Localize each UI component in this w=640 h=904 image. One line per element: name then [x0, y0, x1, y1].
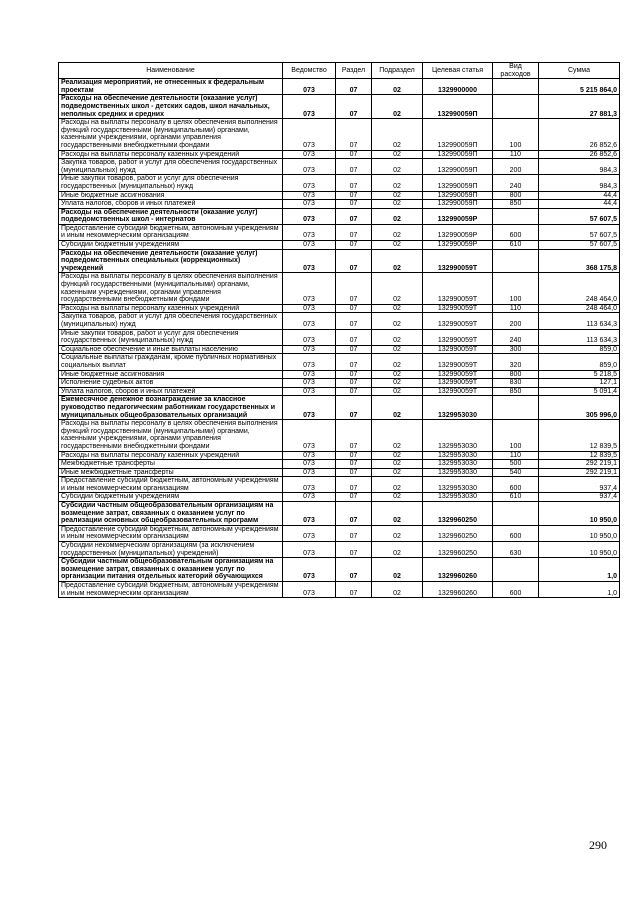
cell-target-article: 132990059Т: [423, 379, 493, 388]
cell-expense-type: 600: [493, 525, 539, 541]
cell-subsection: 02: [372, 354, 423, 370]
cell-department: 073: [283, 493, 336, 502]
cell-name: Расходы на выплаты персоналу в целях обеспечения выполнения функций государственными (муниципальными) органами, казенными учреждениями, органами управления государственными внебюджетными фондами: [59, 119, 283, 150]
cell-expense-type: [493, 95, 539, 119]
cell-amount: 12 839,5: [539, 420, 620, 451]
cell-name: Закупка товаров, работ и услуг для обеспечения государственных (муниципальных) нужд: [59, 159, 283, 175]
table-row: [59, 241, 620, 250]
cell-amount: 984,3: [539, 175, 620, 191]
cell-department: 073: [283, 329, 336, 345]
cell-name: Исполнение судебных актов: [59, 379, 283, 388]
cell-name: Расходы на выплаты персоналу казенных учреждений: [59, 451, 283, 460]
table-row: [59, 502, 620, 526]
cell-subsection: 02: [372, 370, 423, 379]
cell-target-article: 132990059П: [423, 175, 493, 191]
cell-amount: 859,0: [539, 345, 620, 354]
cell-expense-type: 830: [493, 379, 539, 388]
cell-target-article: 132990059П: [423, 119, 493, 150]
table-row: [59, 370, 620, 379]
cell-department: 073: [283, 313, 336, 329]
cell-target-article: 132990059Р: [423, 208, 493, 224]
cell-section: 07: [336, 387, 372, 396]
cell-expense-type: 630: [493, 542, 539, 558]
header-amount: Сумма: [539, 63, 620, 79]
cell-expense-type: [493, 79, 539, 95]
cell-department: 073: [283, 273, 336, 304]
cell-subsection: 02: [372, 396, 423, 420]
cell-expense-type: 100: [493, 420, 539, 451]
cell-section: 07: [336, 451, 372, 460]
cell-target-article: 1329953030: [423, 493, 493, 502]
cell-expense-type: 100: [493, 119, 539, 150]
cell-name: Расходы на выплаты персоналу в целях обеспечения выполнения функций государственными (муниципальными) органами, казенными учреждениями, органами управления государственными внебюджетными фондами: [59, 273, 283, 304]
cell-department: 073: [283, 451, 336, 460]
cell-department: 073: [283, 502, 336, 526]
cell-name: Иные бюджетные ассигнования: [59, 191, 283, 200]
cell-target-article: 1329953030: [423, 477, 493, 493]
cell-amount: 113 634,3: [539, 329, 620, 345]
cell-name: Расходы на выплаты персоналу казенных учреждений: [59, 304, 283, 313]
cell-section: 07: [336, 460, 372, 469]
cell-subsection: 02: [372, 150, 423, 159]
cell-subsection: 02: [372, 460, 423, 469]
cell-amount: 10 950,0: [539, 525, 620, 541]
cell-expense-type: 240: [493, 175, 539, 191]
cell-subsection: 02: [372, 468, 423, 477]
cell-target-article: 132990059П: [423, 159, 493, 175]
header-target-article: Целевая статья: [423, 63, 493, 79]
cell-section: 07: [336, 468, 372, 477]
cell-amount: 859,0: [539, 354, 620, 370]
cell-target-article: 1329953030: [423, 396, 493, 420]
cell-name: Ежемесячное денежное вознаграждение за классное руководство педагогическим работникам государственных и муниципальных общеобразовательных организаций: [59, 396, 283, 420]
cell-amount: 10 950,0: [539, 542, 620, 558]
cell-name: Иные бюджетные ассигнования: [59, 370, 283, 379]
cell-amount: 57 607,5: [539, 224, 620, 240]
cell-target-article: 132990059П: [423, 200, 493, 209]
cell-amount: 26 852,6: [539, 150, 620, 159]
cell-department: 073: [283, 468, 336, 477]
cell-target-article: 132990059П: [423, 191, 493, 200]
cell-name: Уплата налогов, сборов и иных платежей: [59, 200, 283, 209]
cell-subsection: 02: [372, 304, 423, 313]
cell-target-article: 1329960260: [423, 582, 493, 598]
cell-amount: 1,0: [539, 558, 620, 582]
cell-name: Расходы на обеспечение деятельности (оказание услуг) подведомственных школ - интернатов: [59, 208, 283, 224]
cell-name: Субсидии бюджетным учреждениям: [59, 493, 283, 502]
cell-department: 073: [283, 208, 336, 224]
cell-target-article: 1329953030: [423, 460, 493, 469]
table-body: [59, 79, 620, 598]
cell-target-article: 132990059Т: [423, 354, 493, 370]
cell-department: 073: [283, 387, 336, 396]
table-row: [59, 95, 620, 119]
cell-amount: 5 218,5: [539, 370, 620, 379]
cell-amount: 1,0: [539, 582, 620, 598]
table-row: [59, 175, 620, 191]
table-row: [59, 191, 620, 200]
table-row: [59, 460, 620, 469]
cell-subsection: 02: [372, 420, 423, 451]
cell-expense-type: 110: [493, 304, 539, 313]
cell-section: 07: [336, 208, 372, 224]
table-row: [59, 525, 620, 541]
cell-department: 073: [283, 370, 336, 379]
cell-name: Расходы на обеспечение деятельности (оказание услуг) подведомственных специальных (коррекционных) учреждений: [59, 249, 283, 273]
cell-expense-type: [493, 502, 539, 526]
cell-name: Иные межбюджетные трансферты: [59, 468, 283, 477]
cell-amount: 10 950,0: [539, 502, 620, 526]
table-row: [59, 119, 620, 150]
budget-table: [58, 62, 620, 598]
cell-name: Реализация мероприятий, не отнесенных к федеральным проектам: [59, 79, 283, 95]
cell-department: 073: [283, 525, 336, 541]
cell-name: Расходы на обеспечение деятельности (оказание услуг) подведомственных школ - детских садов, школ начальных, неполных средних и средних: [59, 95, 283, 119]
table-row: [59, 313, 620, 329]
table-row: [59, 420, 620, 451]
cell-section: 07: [336, 224, 372, 240]
table-row: [59, 150, 620, 159]
cell-section: 07: [336, 525, 372, 541]
cell-name: Предоставление субсидий бюджетным, автономным учреждениям и иным некоммерческим организациям: [59, 582, 283, 598]
cell-section: 07: [336, 313, 372, 329]
cell-amount: 292 219,1: [539, 460, 620, 469]
cell-section: 07: [336, 370, 372, 379]
cell-department: 073: [283, 304, 336, 313]
cell-name: Межбюджетные трансферты: [59, 460, 283, 469]
header-subsection: Подраздел: [372, 63, 423, 79]
cell-department: 073: [283, 79, 336, 95]
cell-amount: 12 839,5: [539, 451, 620, 460]
table-row: [59, 200, 620, 209]
cell-expense-type: 300: [493, 345, 539, 354]
cell-section: 07: [336, 304, 372, 313]
table-header-row: [59, 63, 620, 79]
cell-expense-type: 320: [493, 354, 539, 370]
table-row: [59, 542, 620, 558]
cell-target-article: 132990059Т: [423, 387, 493, 396]
cell-expense-type: 200: [493, 313, 539, 329]
cell-name: Субсидии некоммерческим организациям (за исключением государственных (муниципальных) учреждений): [59, 542, 283, 558]
cell-name: Субсидии частным общеобразовательным организациям на возмещение затрат, связанных с оказанием услуг по организации питания отдельных категорий обучающихся: [59, 558, 283, 582]
cell-target-article: 132990059П: [423, 150, 493, 159]
cell-amount: 248 464,0: [539, 304, 620, 313]
cell-target-article: 1329900000: [423, 79, 493, 95]
cell-expense-type: 850: [493, 200, 539, 209]
cell-name: Закупка товаров, работ и услуг для обеспечения государственных (муниципальных) нужд: [59, 313, 283, 329]
cell-expense-type: 800: [493, 370, 539, 379]
cell-subsection: 02: [372, 582, 423, 598]
cell-name: Расходы на выплаты персоналу казенных учреждений: [59, 150, 283, 159]
cell-amount: 292 219,1: [539, 468, 620, 477]
header-name: Наименование: [59, 63, 283, 79]
cell-expense-type: [493, 396, 539, 420]
cell-department: 073: [283, 558, 336, 582]
cell-target-article: 1329953030: [423, 451, 493, 460]
cell-expense-type: 850: [493, 387, 539, 396]
cell-target-article: 1329960250: [423, 502, 493, 526]
cell-expense-type: 100: [493, 273, 539, 304]
cell-amount: 248 464,0: [539, 273, 620, 304]
cell-amount: 27 881,3: [539, 95, 620, 119]
cell-department: 073: [283, 119, 336, 150]
cell-section: 07: [336, 477, 372, 493]
cell-target-article: 132990059Т: [423, 370, 493, 379]
table-row: [59, 493, 620, 502]
cell-expense-type: 540: [493, 468, 539, 477]
cell-subsection: 02: [372, 451, 423, 460]
cell-department: 073: [283, 460, 336, 469]
cell-expense-type: 600: [493, 224, 539, 240]
cell-department: 073: [283, 542, 336, 558]
cell-subsection: 02: [372, 502, 423, 526]
cell-amount: 937,4: [539, 493, 620, 502]
cell-amount: 57 607,5: [539, 241, 620, 250]
cell-amount: 5 091,4: [539, 387, 620, 396]
cell-expense-type: [493, 558, 539, 582]
cell-section: 07: [336, 95, 372, 119]
cell-target-article: 132990059П: [423, 95, 493, 119]
cell-amount: 26 852,6: [539, 119, 620, 150]
table-row: [59, 249, 620, 273]
header-section: Раздел: [336, 63, 372, 79]
cell-section: 07: [336, 191, 372, 200]
cell-section: 07: [336, 200, 372, 209]
table-row: [59, 396, 620, 420]
cell-amount: 305 996,0: [539, 396, 620, 420]
cell-subsection: 02: [372, 95, 423, 119]
cell-amount: 44,4: [539, 191, 620, 200]
cell-target-article: 132990059Т: [423, 345, 493, 354]
cell-amount: 984,3: [539, 159, 620, 175]
cell-subsection: 02: [372, 329, 423, 345]
cell-department: 073: [283, 159, 336, 175]
cell-expense-type: [493, 208, 539, 224]
cell-target-article: 132990059Р: [423, 241, 493, 250]
cell-target-article: 132990059Т: [423, 329, 493, 345]
cell-amount: 44,4: [539, 200, 620, 209]
cell-section: 07: [336, 273, 372, 304]
cell-expense-type: 610: [493, 241, 539, 250]
table-row: [59, 451, 620, 460]
cell-subsection: 02: [372, 191, 423, 200]
cell-expense-type: 800: [493, 191, 539, 200]
table-row: [59, 387, 620, 396]
header-expense-type: Вид расходов: [493, 63, 539, 79]
cell-section: 07: [336, 345, 372, 354]
cell-section: 07: [336, 493, 372, 502]
cell-subsection: 02: [372, 379, 423, 388]
header-department: Ведомство: [283, 63, 336, 79]
cell-section: 07: [336, 79, 372, 95]
cell-department: 073: [283, 224, 336, 240]
table-row: [59, 477, 620, 493]
cell-subsection: 02: [372, 477, 423, 493]
cell-subsection: 02: [372, 79, 423, 95]
cell-name: Субсидии бюджетным учреждениям: [59, 241, 283, 250]
cell-subsection: 02: [372, 345, 423, 354]
cell-expense-type: 600: [493, 582, 539, 598]
cell-target-article: 1329960260: [423, 558, 493, 582]
cell-section: 07: [336, 241, 372, 250]
cell-section: 07: [336, 354, 372, 370]
cell-name: Предоставление субсидий бюджетным, автономным учреждениям и иным некоммерческим организациям: [59, 525, 283, 541]
cell-target-article: 1329953030: [423, 420, 493, 451]
table-row: [59, 379, 620, 388]
table-row: [59, 304, 620, 313]
table-row: [59, 582, 620, 598]
cell-amount: 127,1: [539, 379, 620, 388]
cell-name: Социальное обеспечение и иные выплаты населению: [59, 345, 283, 354]
cell-section: 07: [336, 502, 372, 526]
cell-subsection: 02: [372, 525, 423, 541]
cell-subsection: 02: [372, 241, 423, 250]
cell-expense-type: 610: [493, 493, 539, 502]
cell-department: 073: [283, 582, 336, 598]
cell-department: 073: [283, 354, 336, 370]
table-row: [59, 273, 620, 304]
cell-target-article: 132990059Т: [423, 249, 493, 273]
table-row: [59, 345, 620, 354]
cell-section: 07: [336, 150, 372, 159]
cell-section: 07: [336, 379, 372, 388]
cell-amount: 113 634,3: [539, 313, 620, 329]
cell-department: 073: [283, 345, 336, 354]
cell-department: 073: [283, 95, 336, 119]
cell-subsection: 02: [372, 493, 423, 502]
cell-amount: 937,4: [539, 477, 620, 493]
cell-expense-type: 110: [493, 451, 539, 460]
table-row: [59, 224, 620, 240]
cell-target-article: 1329960250: [423, 525, 493, 541]
cell-section: 07: [336, 542, 372, 558]
cell-name: Предоставление субсидий бюджетным, автономным учреждениям и иным некоммерческим организациям: [59, 224, 283, 240]
table-row: [59, 208, 620, 224]
page-number: 290: [589, 838, 607, 852]
cell-department: 073: [283, 175, 336, 191]
cell-section: 07: [336, 558, 372, 582]
cell-section: 07: [336, 396, 372, 420]
cell-department: 073: [283, 379, 336, 388]
cell-subsection: 02: [372, 313, 423, 329]
cell-name: Расходы на выплаты персоналу в целях обеспечения выполнения функций государственными (муниципальными) органами, казенными учреждениями, органами управления государственными внебюджетными фондами: [59, 420, 283, 451]
cell-target-article: 132990059Т: [423, 304, 493, 313]
table-row: [59, 354, 620, 370]
cell-target-article: 1329960250: [423, 542, 493, 558]
table-row: [59, 79, 620, 95]
cell-subsection: 02: [372, 249, 423, 273]
cell-section: 07: [336, 249, 372, 273]
cell-name: Социальные выплаты гражданам, кроме публичных нормативных социальных выплат: [59, 354, 283, 370]
cell-section: 07: [336, 329, 372, 345]
cell-subsection: 02: [372, 119, 423, 150]
cell-target-article: 1329953030: [423, 468, 493, 477]
cell-department: 073: [283, 200, 336, 209]
cell-name: Иные закупки товаров, работ и услуг для обеспечения государственных (муниципальных) нужд: [59, 329, 283, 345]
table-row: [59, 329, 620, 345]
cell-name: Уплата налогов, сборов и иных платежей: [59, 387, 283, 396]
cell-section: 07: [336, 175, 372, 191]
cell-expense-type: 240: [493, 329, 539, 345]
budget-document: [58, 62, 619, 598]
cell-subsection: 02: [372, 159, 423, 175]
cell-expense-type: 110: [493, 150, 539, 159]
cell-amount: 368 175,8: [539, 249, 620, 273]
cell-subsection: 02: [372, 273, 423, 304]
cell-section: 07: [336, 420, 372, 451]
cell-name: Предоставление субсидий бюджетным, автономным учреждениям и иным некоммерческим организациям: [59, 477, 283, 493]
cell-subsection: 02: [372, 542, 423, 558]
cell-department: 073: [283, 477, 336, 493]
cell-expense-type: 200: [493, 159, 539, 175]
cell-target-article: 132990059Р: [423, 224, 493, 240]
cell-subsection: 02: [372, 175, 423, 191]
cell-department: 073: [283, 241, 336, 250]
table-row: [59, 558, 620, 582]
cell-subsection: 02: [372, 558, 423, 582]
cell-department: 073: [283, 396, 336, 420]
table-row: [59, 468, 620, 477]
cell-subsection: 02: [372, 387, 423, 396]
cell-department: 073: [283, 420, 336, 451]
cell-section: 07: [336, 119, 372, 150]
cell-name: Субсидии частным общеобразовательным организациям на возмещение затрат, связанных с оказанием услуг по реализации основных общеобразовательных программ: [59, 502, 283, 526]
cell-amount: 5 215 864,0: [539, 79, 620, 95]
cell-subsection: 02: [372, 224, 423, 240]
cell-department: 073: [283, 249, 336, 273]
table-row: [59, 159, 620, 175]
cell-section: 07: [336, 159, 372, 175]
cell-department: 073: [283, 150, 336, 159]
cell-amount: 57 607,5: [539, 208, 620, 224]
cell-expense-type: [493, 249, 539, 273]
cell-section: 07: [336, 582, 372, 598]
cell-target-article: 132990059Т: [423, 273, 493, 304]
cell-name: Иные закупки товаров, работ и услуг для обеспечения государственных (муниципальных) нужд: [59, 175, 283, 191]
cell-subsection: 02: [372, 200, 423, 209]
cell-department: 073: [283, 191, 336, 200]
cell-expense-type: 500: [493, 460, 539, 469]
cell-target-article: 132990059Т: [423, 313, 493, 329]
cell-subsection: 02: [372, 208, 423, 224]
cell-expense-type: 600: [493, 477, 539, 493]
